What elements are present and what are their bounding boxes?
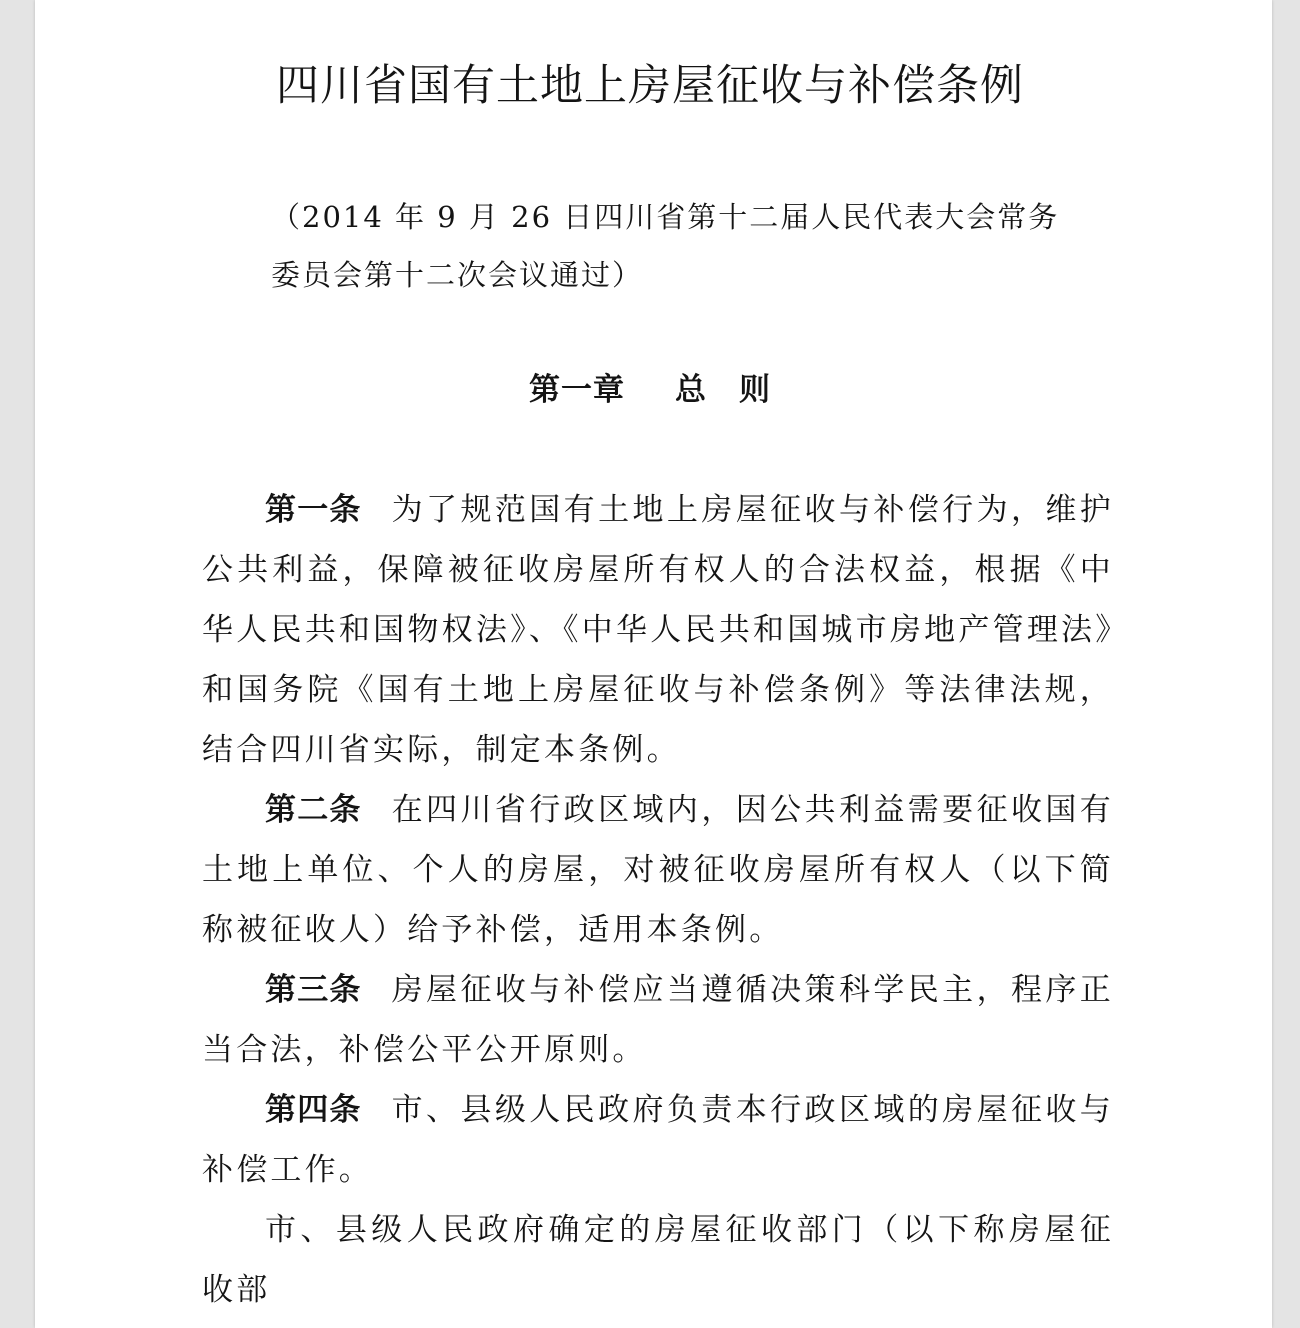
- article-paragraph: [202, 1080, 1114, 1200]
- article-number: 第三条: [265, 972, 362, 1008]
- article-paragraph: [202, 960, 1114, 1080]
- article-number: 第一条: [265, 492, 362, 528]
- document-body: [202, 480, 1114, 1320]
- paragraph-text: 市、县级人民政府确定的房屋征收部门（以下称房屋征收部: [202, 1212, 1114, 1308]
- adoption-note-line-1: （2014 年 9 月 26 日四川省第十二届人民代表大会常务: [271, 200, 1060, 234]
- article-text: 市、县级人民政府负责本行政区域的房屋征收与补偿工作。: [202, 1092, 1115, 1188]
- chapter-number: 第一章: [529, 372, 625, 408]
- article-text: 房屋征收与补偿应当遵循决策科学民主，程序正当合法，补偿公平公开原则。: [202, 972, 1115, 1068]
- adoption-note-line-2: 委员会第十二次会议通过）: [271, 258, 644, 292]
- document-page: [35, 0, 1272, 1328]
- article-text: 在四川省行政区域内，因公共利益需要征收国有土地上单位、个人的房屋，对被征收房屋所有权人（以下简称被征收人）给予补偿，适用本条例。: [202, 792, 1115, 948]
- chapter-name: 总 则: [675, 372, 771, 408]
- adoption-note: [271, 188, 1091, 304]
- article-paragraph: [202, 780, 1114, 960]
- document-title: 四川省国有土地上房屋征收与补偿条例: [276, 61, 1024, 111]
- continuation-paragraph: [202, 1200, 1114, 1320]
- article-number: 第四条: [265, 1092, 362, 1128]
- article-text: 为了规范国有土地上房屋征收与补偿行为，维护公共利益，保障被征收房屋所有权人的合法权益，根据《中华人民共和国物权法》、《中华人民共和国城市房地产管理法》和国务院《国有土地上房屋征收与补偿条例》等法律法规，结合四川省实际，制定本条例。: [202, 492, 1115, 768]
- chapter-heading: [0, 364, 1300, 409]
- article-number: 第二条: [265, 792, 362, 828]
- article-paragraph: [202, 480, 1114, 780]
